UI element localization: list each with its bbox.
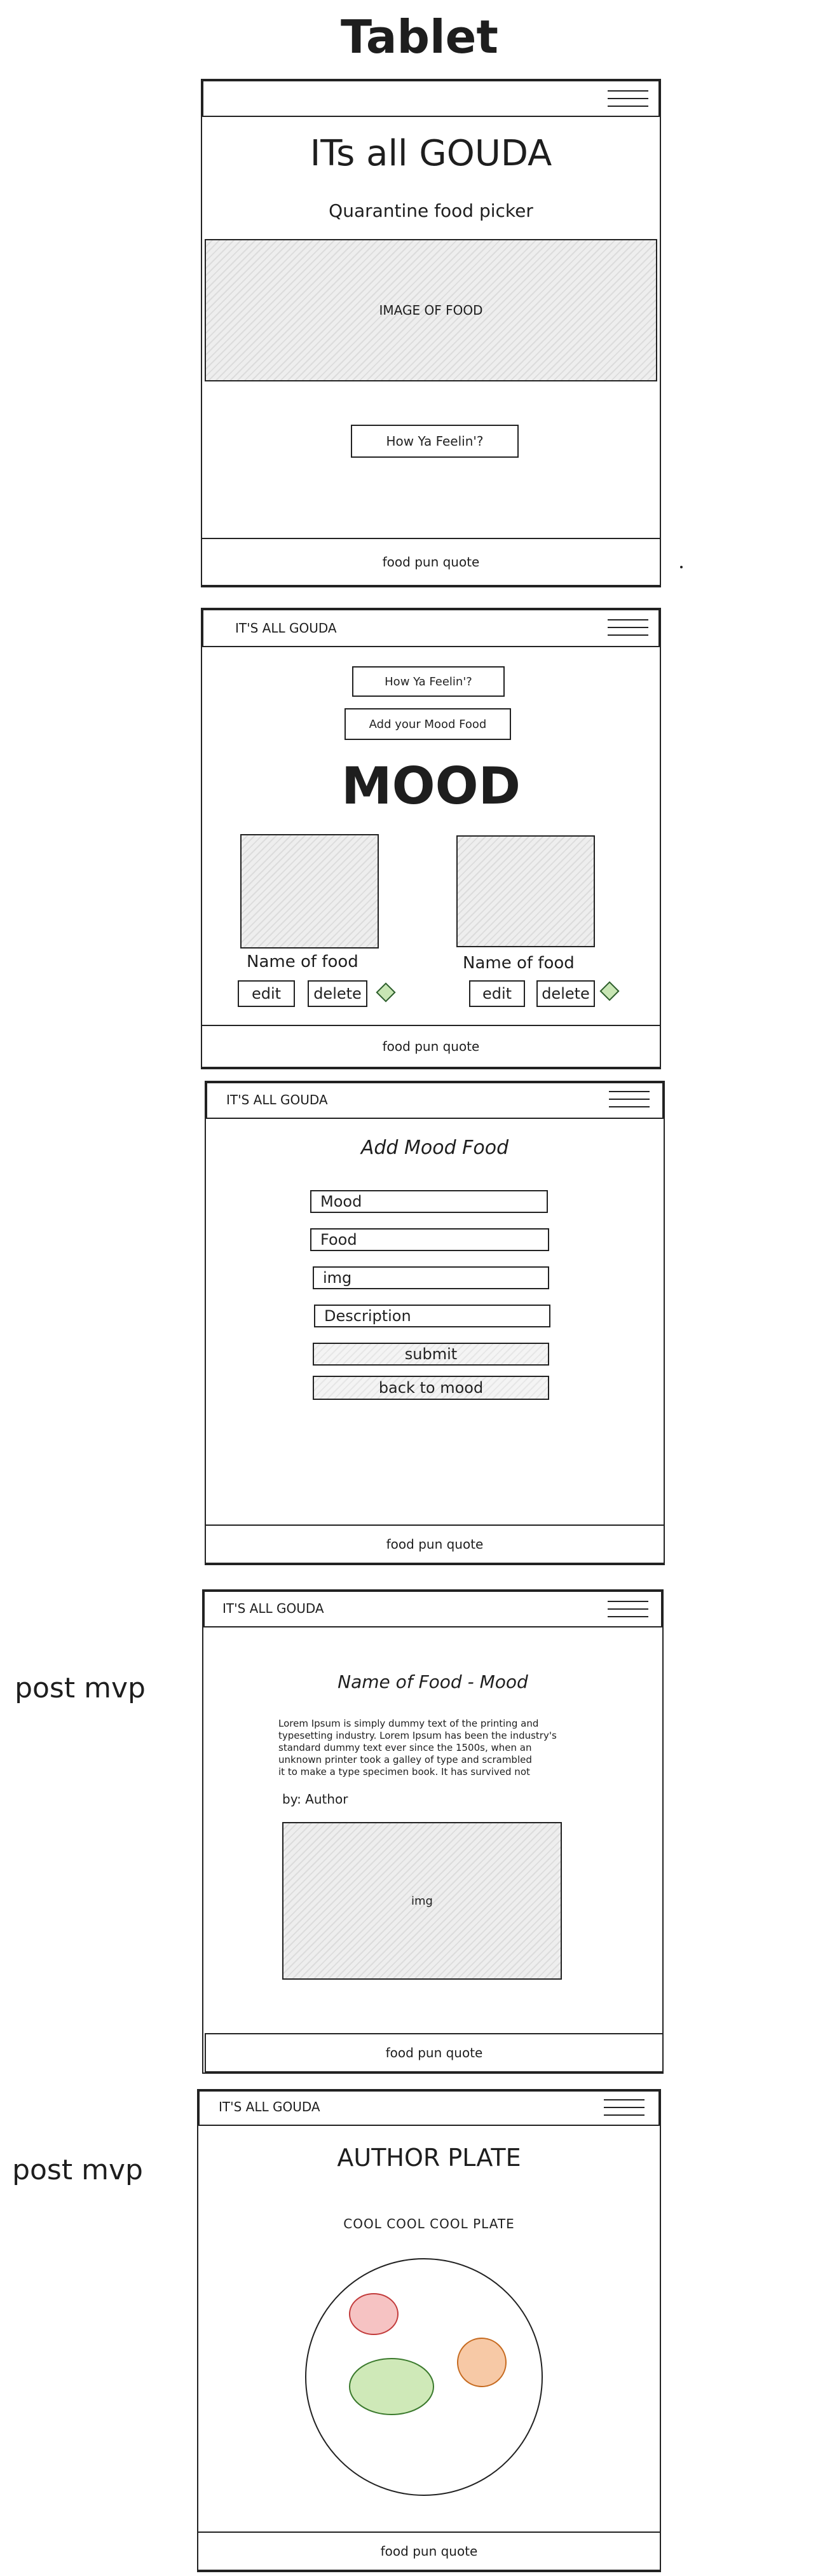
description-input[interactable]: Description [314,1305,550,1327]
header-bar [202,609,660,647]
add-mood-food-heading: Add Mood Food [360,1136,509,1159]
img-input[interactable]: img [313,1266,549,1289]
food-card-image [456,835,595,947]
mood-input[interactable]: Mood [310,1190,548,1213]
delete-button[interactable]: delete [536,980,595,1007]
app-subtitle: Quarantine food picker [329,200,533,221]
post-mvp-label: post mvp [15,1671,146,1704]
brand-label: IT'S ALL GOUDA [219,2099,320,2114]
how-ya-feelin-button[interactable]: How Ya Feelin'? [352,666,505,697]
submit-button[interactable]: submit [313,1343,549,1366]
food-image-label: IMAGE OF FOOD [379,303,483,318]
screen-add-mood-food [205,1081,665,1565]
screen-author-plate [197,2089,661,2572]
red-food-icon [350,2294,398,2334]
lorem-line: Lorem Ipsum is simply dummy text of the printing and [278,1718,539,1729]
edit-button[interactable]: edit [469,980,525,1007]
author-byline: by: Author [282,1792,348,1807]
food-input[interactable]: Food [310,1228,549,1251]
food-card-name: Name of food [463,954,575,973]
post-mvp-label: post mvp [12,2153,143,2186]
delete-button[interactable]: delete [308,980,367,1007]
lorem-line: it to make a type specimen book. It has survived not [278,1766,530,1778]
footer-quote: food pun quote [205,1524,665,1564]
page-title: Tablet [341,10,498,64]
footer-quote: food pun quote [201,1025,661,1068]
screen-food-detail [202,1589,664,2074]
mood-heading: MOOD [341,756,521,816]
header-bar [202,80,660,117]
how-ya-feelin-button[interactable]: How Ya Feelin'? [351,425,519,458]
lorem-line: standard dummy text ever since the 1500s, when an [278,1742,532,1753]
hamburger-menu-icon[interactable] [609,1091,650,1110]
food-detail-heading: Name of Food - Mood [338,1671,528,1692]
header-bar [203,1591,662,1627]
back-to-mood-button[interactable]: back to mood [313,1376,549,1400]
lorem-paragraph [278,1718,609,1778]
green-food-icon [350,2359,433,2415]
orange-food-icon [458,2338,506,2387]
food-card-image [240,834,379,949]
brand-label: IT'S ALL GOUDA [222,1601,324,1616]
screen-landing [201,79,661,587]
food-image-placeholder [205,239,657,381]
brand-label: IT'S ALL GOUDA [226,1092,328,1107]
brand-label: IT'S ALL GOUDA [235,620,337,636]
footer-quote: food pun quote [197,2531,661,2571]
hamburger-menu-icon[interactable] [608,619,648,638]
lorem-line: typesetting industry. Lorem Ipsum has been the industry's [278,1730,557,1741]
lorem-line: unknown printer took a galley of type and scrambled [278,1754,532,1765]
app-title: ITs all GOUDA [310,132,552,174]
screen-mood [201,608,661,1069]
footer-quote: food pun quote [201,538,661,586]
food-card-name: Name of food [247,952,358,971]
add-mood-food-button[interactable]: Add your Mood Food [344,708,511,740]
author-plate-subheading: COOL COOL COOL PLATE [343,2216,515,2231]
plate-illustration [300,2253,548,2501]
food-image-placeholder [282,1822,562,1980]
favorite-diamond-icon[interactable] [376,982,395,1002]
hamburger-menu-icon[interactable] [608,1601,648,1620]
favorite-diamond-icon[interactable] [599,981,619,1001]
hamburger-menu-icon[interactable] [604,2099,645,2118]
author-plate-heading: AUTHOR PLATE [337,2144,521,2172]
header-bar [206,1082,664,1119]
header-bar [198,2090,660,2126]
stray-dot [680,566,683,568]
hamburger-menu-icon[interactable] [608,90,648,109]
food-image-label: img [411,1894,433,1908]
footer-quote: food pun quote [205,2033,664,2072]
edit-button[interactable]: edit [238,980,295,1007]
